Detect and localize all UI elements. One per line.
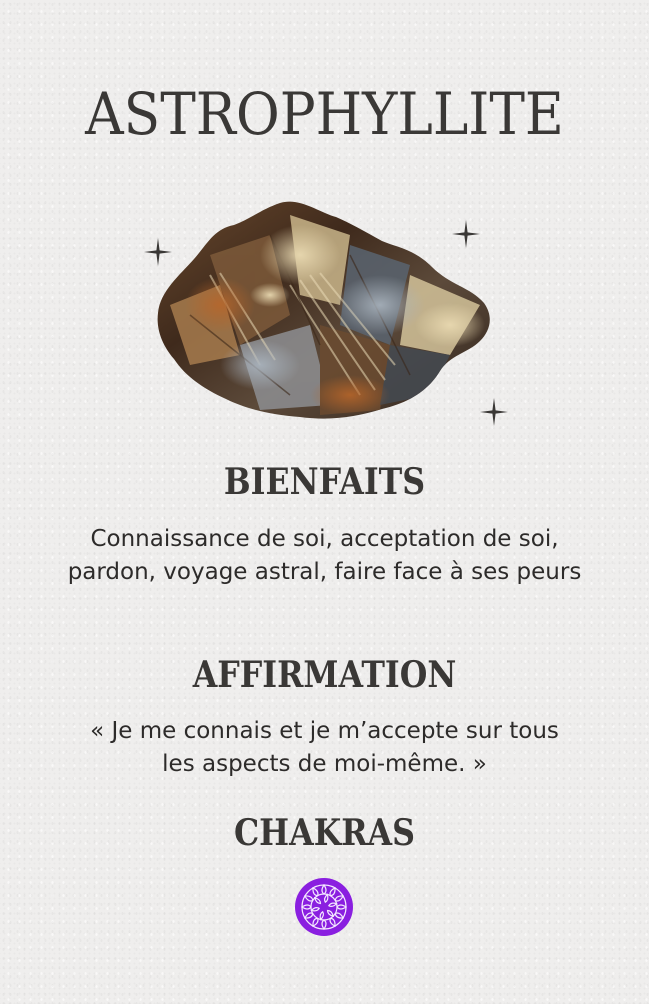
astrophyllite-stone-icon [150, 195, 500, 430]
crown-chakra-icon [294, 877, 354, 937]
stone-image [150, 195, 500, 430]
chakras-heading: CHAKRAS [233, 812, 416, 854]
affirmation-text: « Je me connais et je m’accepte sur tous les aspects de moi-même. » [90, 718, 559, 777]
benefits-heading: BIENFAITS [223, 461, 426, 503]
affirmation-heading: AFFIRMATION [192, 654, 457, 696]
benefits-text: Connaissance de soi, acceptation de soi, pardon, voyage astral, faire face à ses peurs [67, 526, 582, 585]
crystal-title: ASTROPHYLLITE [85, 80, 564, 148]
